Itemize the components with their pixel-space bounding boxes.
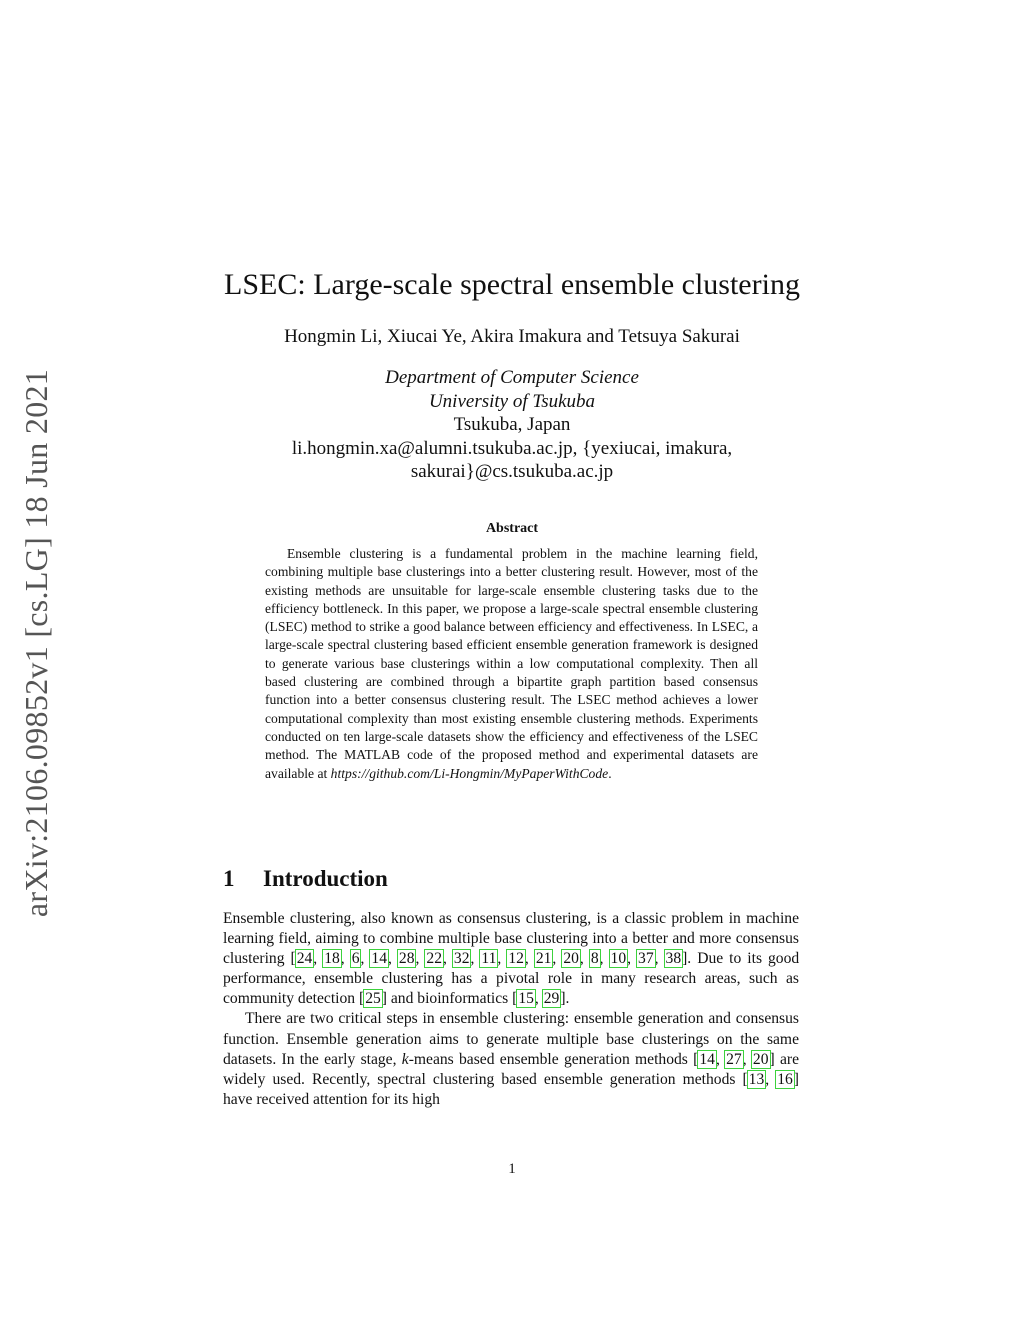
text-run: ]. Due to its good performance, ensemble clustering has a pivotal role in many research areas, such as community detection [: [223, 950, 800, 1008]
paragraph: [223, 1009, 799, 1109]
text-run: Ensemble clustering, also known as consensus clustering, is a classic problem in machine learning field, aiming to combine multiple base clustering into a better and more consensus clustering [: [223, 910, 799, 968]
citation-link[interactable]: 12: [508, 950, 524, 968]
location: Tsukuba, Japan: [453, 414, 571, 435]
section-title: Introduction: [263, 866, 388, 891]
citation-link[interactable]: 14: [699, 1050, 715, 1068]
citation-link[interactable]: 6: [351, 950, 360, 968]
abstract-text: [265, 545, 758, 783]
citation-link[interactable]: 37: [638, 950, 654, 968]
citation-link[interactable]: 16: [777, 1070, 793, 1088]
citation-link[interactable]: 38: [665, 950, 682, 968]
citation-group: 13, 16: [748, 1070, 793, 1088]
paper-title: LSEC: Large-scale spectral ensemble clustering: [224, 268, 800, 301]
citation-link[interactable]: 27: [726, 1050, 742, 1068]
text-run: ].: [560, 990, 570, 1008]
citation-link[interactable]: 14: [371, 950, 387, 968]
citation-group: 15, 29: [518, 990, 560, 1008]
citation-link[interactable]: 24: [296, 950, 313, 968]
text-run: There are two critical steps in ensemble clustering: ensemble generation and consensus function. Ensemble generation aims to generate multiple base clusterings on the same datasets. In the early stage,: [223, 1010, 799, 1068]
math-k: k: [401, 1050, 409, 1068]
university: University of Tsukuba: [428, 390, 596, 412]
citation-link[interactable]: 25: [365, 990, 381, 1008]
text-run: ] and bioinformatics [: [381, 990, 518, 1008]
email-line-2: sakurai}@cs.tsukuba.ac.jp: [410, 461, 614, 482]
citation-link[interactable]: 20: [752, 1050, 769, 1068]
citation-link[interactable]: 15: [518, 990, 534, 1008]
citation-group: 14, 27, 20: [699, 1050, 769, 1068]
text-run: ] are widely used. Recently, spectral clustering based ensemble generation methods [: [223, 1050, 800, 1088]
citation-link[interactable]: 21: [535, 950, 552, 968]
page-number: 1: [508, 1161, 516, 1177]
citation-group: 24, 18, 6, 14, 28, 22, 32, 11, 12, 21, 20, 8, 10, 37, 38: [296, 950, 682, 968]
citation-link[interactable]: 20: [563, 950, 579, 968]
affiliation-block: [200, 366, 824, 484]
text-run: -means based ensemble generation methods [: [408, 1050, 699, 1068]
paragraph: [223, 909, 799, 1009]
citation-link[interactable]: 22: [426, 950, 442, 968]
text-run: ] have received attention for its high: [223, 1070, 799, 1108]
abstract-body: Ensemble clustering is a fundamental problem in the machine learning field, combining multiple base clusterings into a better clustering result. However, most of the existing methods are unsuitable for large-scale ensemble clustering tasks due to the efficiency bottleneck. In this paper, we propose a large-scale spectral ensemble clustering (LSEC) method to strike a good balance between efficiency and effectiveness. In LSEC, a large-scale spectral clustering based efficient ensemble generation framework is designed to generate various base clusterings within a low computational complexity. Then all based clustering are combined through a bipartite graph partition based consensus function into a better consensus clustering result. The LSEC method achieves a lower computational complexity than most existing ensemble clustering methods. Experiments conducted on ten large-scale datasets show the efficiency and effectiveness of the LSEC method. The MATLAB code of the proposed method and experimental datasets are available at: [265, 546, 758, 781]
citation-link[interactable]: 32: [453, 950, 470, 968]
citation-link[interactable]: 29: [543, 990, 560, 1008]
department: Department of Computer Science: [385, 367, 639, 388]
body-text: [223, 909, 799, 1110]
citation-group: [364, 990, 382, 1007]
code-link[interactable]: https://github.com/Li-Hongmin/MyPaperWithCode: [330, 765, 609, 781]
author-list: Hongmin Li, Xiucai Ye, Akira Imakura and Tetsuya Sakurai: [284, 326, 740, 347]
citation-link[interactable]: 28: [398, 950, 415, 968]
email-line-1: li.hongmin.xa@alumni.tsukuba.ac.jp, {yexiucai, imakura,: [291, 437, 733, 459]
citation-link[interactable]: 8: [590, 950, 599, 968]
citation-link[interactable]: 11: [481, 950, 497, 968]
abstract-heading: Abstract: [485, 521, 539, 536]
citation-link[interactable]: 18: [324, 950, 340, 968]
section-number: 1: [223, 866, 235, 891]
arxiv-identifier: arXiv:2106.09852v1 [cs.LG] 18 Jun 2021: [18, 368, 54, 918]
citation-link[interactable]: 10: [610, 950, 627, 968]
citation-link[interactable]: 13: [748, 1070, 765, 1088]
section-heading: [223, 866, 803, 892]
abstract-end: .: [608, 765, 612, 781]
